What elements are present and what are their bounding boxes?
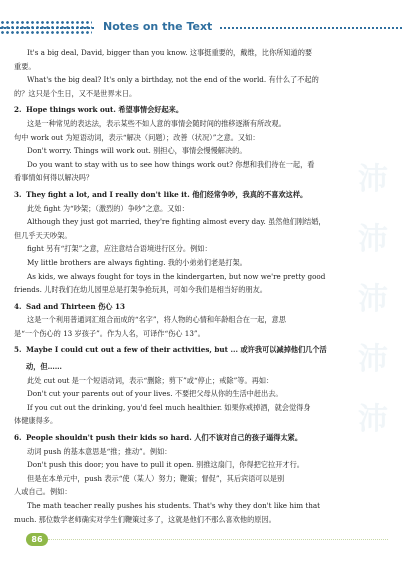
page-header (0, 0, 402, 40)
text-line: 此处 cut out 是一个短语动词，表示“删除；剪下”或“停止；戒除”等。再如： (27, 375, 274, 385)
text-line: 体健康得多。 (14, 416, 58, 426)
note-heading-text: 动，但…… (26, 362, 62, 372)
text-line: If you cut out the drinking, you'd feel much healthier. 如果你戒掉酒，就会觉得身 (27, 402, 311, 412)
section-title: Notes on the Text (95, 17, 220, 37)
note-heading (14, 300, 388, 314)
note-number: 2. (14, 105, 22, 115)
note-heading-text: People shouldn't push their kids so hard. 人们不该对自己的孩子逼得太紧。 (26, 433, 303, 443)
text-line: Do you want to stay with us to see how things work out? 你想和我们待在一起，看 (27, 159, 315, 169)
note-heading-text: Sad and Thirteen 伤心 13 (26, 301, 125, 311)
text-line: 此处 fight 为“吵架；（激烈的）争吵”之意。又如： (27, 203, 189, 213)
text-line: What's the big deal? It's only a birthday, not the end of the world. 有什么了不起的 (27, 75, 319, 85)
note-number: 5. (14, 345, 22, 355)
note-heading (14, 431, 388, 445)
text-line: The math teacher really pushes his students. That's why they don't like him that (27, 501, 321, 510)
header-dot-pattern (0, 20, 92, 34)
note-heading-text: They fight a lot, and I really don't like it. 他们经常争吵，我真的不喜欢这样。 (26, 189, 308, 199)
text-line: 动词 push 的基本意思是“推；推动”。例如： (27, 446, 172, 456)
text-line: 这是一种常见的表达法，表示某些不如人意的事情会随时间的推移逐渐有所改观。 (27, 118, 286, 128)
note-number: 6. (14, 433, 22, 443)
notes-body (14, 46, 388, 526)
text-line: fight 另有“打架”之意，应注意结合语境进行区分。例如： (27, 244, 212, 254)
text-line: 这是一个利用普通词汇组合而成的“名字”，将人物的心情和年龄组合在一起，意思 (27, 315, 286, 325)
text-line: Although they just got married, they're fighting almost every day. 虽然他们刚结婚， (27, 217, 326, 227)
text-line: Don't push this door; you have to pull it open. 别推这扇门，你得把它拉开才行。 (27, 460, 304, 470)
text-line: 但几乎天天吵架。 (14, 230, 72, 240)
text-line: My little brothers are always fighting. 我的小弟弟们老是打架。 (27, 257, 247, 267)
page-number: 86 (26, 533, 48, 546)
text-line: 是“一个伤心的 13 岁孩子”。作为人名，可译作“伤心 13”。 (14, 328, 205, 338)
text-line: It's a big deal, David, bigger than you know. 这事挺重要的，戴维，比你所知道的要 (27, 48, 313, 57)
text-line: much. 那位数学老师确实对学生们鞭策过多了，这就是他们不那么喜欢他的原因。 (14, 514, 276, 524)
text-line: 但是在本单元中，push 表示“使（某人）努力；鞭策；督促”，其后宾语可以是别 (27, 473, 285, 483)
note-number: 3. (14, 189, 22, 199)
text-line: As kids, we always fought for toys in the kindergarten, but now we're pretty good (27, 271, 326, 281)
text-line: 的？这只是个生日，又不是世界末日。 (14, 88, 137, 98)
watermark: 沛沛沛沛沛 (358, 162, 388, 437)
text-line: 句中 work out 为短语动词，表示“解决（问题）；改善（状况）”之意。又如： (14, 132, 260, 142)
note-number: 4. (14, 301, 22, 311)
text-line: 重要。 (14, 61, 36, 71)
text-line: 人或自己。例如： (14, 487, 72, 497)
text-line: Don't worry. Things will work out. 别担心，事情会慢慢解决的。 (27, 146, 247, 156)
note-heading-text: Maybe I could cut out a few of their activities, but ... 或许我可以减掉他们几个活 (26, 345, 327, 355)
footer-rule (48, 539, 388, 540)
note-heading (14, 343, 388, 357)
text-line: 看事情如何得以解决吗？ (14, 173, 94, 183)
text-line: Don't cut your parents out of your lives. 不要把父母从你的生活中赶出去。 (27, 389, 283, 399)
note-heading (14, 188, 388, 202)
note-heading-text: Hope things work out. 希望事情会好起来。 (26, 105, 184, 115)
text-line: friends. 儿时我们在幼儿园里总是打架争抢玩具，可如今我们是相当好的朋友。 (14, 285, 267, 295)
note-heading (14, 103, 388, 117)
note-heading (14, 360, 388, 374)
